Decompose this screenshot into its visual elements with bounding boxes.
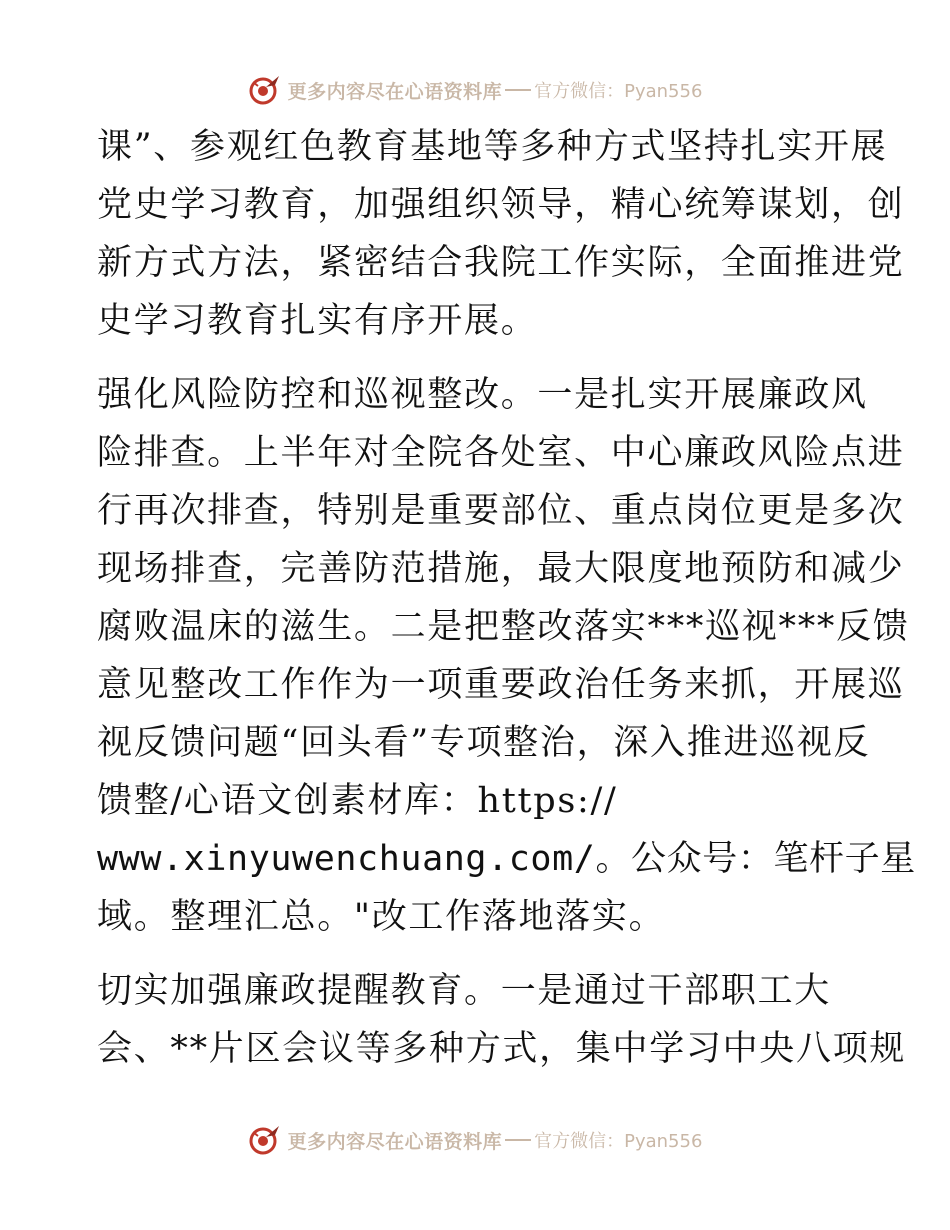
text-line: 行再次排查，特别是重要部位、重点岗位更是多次: [97, 491, 905, 531]
text-line: 切实加强廉政提醒教育。一是通过干部职工大: [97, 971, 832, 1011]
text-line: 险排查。上半年对全院各处室、中心廉政风险点进: [97, 433, 905, 473]
watermark-dash: [505, 89, 531, 91]
text-line: 党史学习教育，加强组织领导，精心统筹谋划，创: [97, 185, 905, 225]
text-line: 会、**片区会议等多种方式，集中学习中央八项规: [97, 1029, 907, 1069]
text-line: 新方式方法，紧密结合我院工作实际，全面推进党: [97, 243, 905, 283]
text-line: 域。整理汇总。"改工作落地落实。: [97, 897, 666, 937]
watermark-wechat: 官方微信：Pyan556: [534, 1131, 703, 1152]
text-line: 意见整改工作作为一项重要政治任务来抓，开展巡: [97, 665, 905, 705]
quill-seal-logo-icon: [248, 1123, 282, 1157]
quill-seal-logo-icon: [248, 73, 282, 107]
text-line: 课”、参观红色教育基地等多种方式坚持扎实开展: [97, 127, 888, 167]
text-line: 腐败温床的滋生。二是把整改落实***巡视***反馈: [97, 607, 910, 647]
text-line: 史学习教育扎实有序开展。: [97, 301, 538, 341]
watermark-text: 更多内容尽在心语资料库: [287, 1130, 503, 1153]
text-line: 强化风险防控和巡视整改。一是扎实开展廉政风: [97, 375, 868, 415]
text-line: 视反馈问题“回头看”专项整治，深入推进巡视反: [97, 723, 871, 763]
text-line: www.xinyuwenchuang.com/。公众号：笔杆子星: [97, 839, 916, 879]
watermark-text: 更多内容尽在心语资料库: [287, 80, 503, 103]
text-line: 现场排查，完善防范措施，最大限度地预防和减少: [97, 549, 905, 589]
header-watermark: [0, 70, 950, 110]
watermark-dash: [505, 1139, 531, 1141]
watermark-wechat: 官方微信：Pyan556: [534, 81, 703, 102]
footer-watermark: [0, 1120, 950, 1160]
text-line: 馈整/心语文创素材库：https://: [97, 781, 618, 821]
